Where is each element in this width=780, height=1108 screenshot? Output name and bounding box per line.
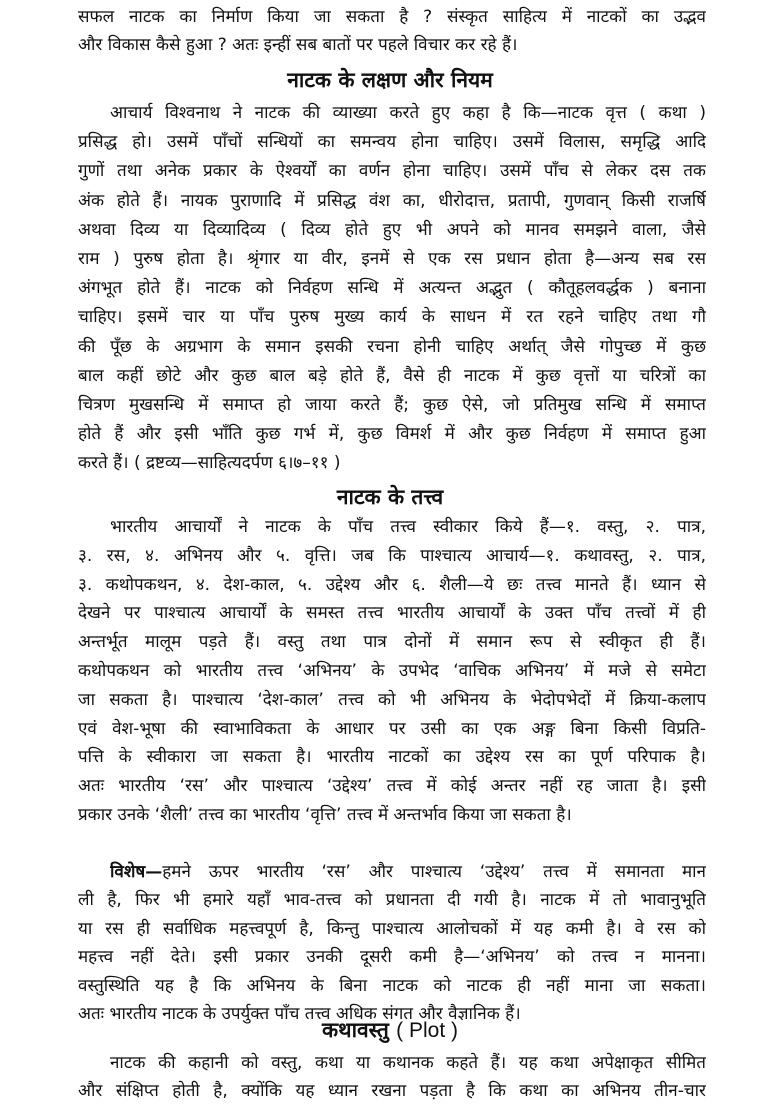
line-text: हमने ऊपर भारतीय ‘रस’ और पाश्चात्य ‘उद्देश्य’ तत्त्व में समानता मान xyxy=(162,862,706,882)
paragraph-lakshan-line: चाहिए। इसमें चार या पाँच पुरुष मुख्य कार्य के साधन में रत रहने चाहिए तथा गौ xyxy=(78,307,706,328)
paragraph-lakshan-line: बाल कहीं छोटे और कुछ बाल बड़े होते हैं, वैसे ही नाटक में कुछ वृत्तों या चरित्रों का xyxy=(78,365,706,386)
paragraph-tattva-line: पत्ति के स्वीकारा जा सकता है। भारतीय नाटकों का उद्देश्य रस का पूर्ण परिपाक है। xyxy=(78,747,706,768)
paragraph-lakshan-line: करते हैं। ( द्रष्टव्य—साहित्यदर्पण ६।७–११ ) xyxy=(78,453,341,474)
paragraph-lakshan-line: राम ) पुरुष होता है। श्रृंगार या वीर, इनमें से एक रस प्रधान होता है—अन्य सब रस xyxy=(78,249,706,269)
paragraph-lakshan-line: की पूँछ के अग्रभाग के समान इसकी रचना होनी चाहिए अर्थात् जैसे गोपुच्छ में कुछ xyxy=(78,336,706,357)
paragraph-lakshan-line: अंक होते हैं। नायक पुराणादि में प्रसिद्ध वंश का, धीरोदात्त, प्रतापी, गुणवान् किसी राजर्षि xyxy=(78,190,706,211)
paragraph-intro-line: और विकास कैसे हुआ ? अतः इन्हीं सब बातों पर पहले विचार कर रहे हैं। xyxy=(78,34,518,55)
paragraph-vishesh-line: महत्त्व नहीं देते। इसी प्रकार उनकी दूसरी कमी है—‘अभिनय’ को तत्त्व न मानना। xyxy=(78,947,706,968)
paragraph-lakshan-line: चित्रण मुखसन्धि में समाप्त हो जाया करते हैं; कुछ ऐसे, जो प्रतिमुख सन्धि में समाप्त xyxy=(78,395,706,415)
paragraph-tattva-line: कथोपकथन को भारतीय तत्त्व ‘अभिनय’ के उपभेद ‘वाचिक अभिनय’ में मजे से समेटा xyxy=(78,661,706,681)
paragraph-tattva-line: भारतीय आचार्यों ने नाटक के पाँच तत्त्व स्वीकार किये हैं—१. वस्तु, २. पात्र, xyxy=(110,517,706,537)
heading-main: कथावस्तु xyxy=(322,1018,389,1042)
paragraph-tattva-line: अतः भारतीय ‘रस’ और पाश्चात्य ‘उद्देश्य’ तत्त्व में कोई अन्तर नहीं रह जाता है। इसी xyxy=(78,776,706,797)
paragraph-tattva-line: अन्तर्भूत मालूम पड़ते हैं। वस्तु तथा पात्र दोनों में समान रूप से स्वीकृत ही हैं। xyxy=(78,632,706,653)
paragraph-vishesh-line: वस्तुस्थिति यह है कि अभिनय के बिना नाटक को नाटक ही नहीं माना जा सकता। xyxy=(78,975,706,996)
paragraph-tattva-line: देखने पर पाश्चात्य आचार्यों के समस्त तत्त्व भारतीय आचार्यों के उक्त पाँच तत्त्वों में ही xyxy=(78,603,706,624)
heading-latin: ( Plot ) xyxy=(396,1019,458,1042)
section-heading-natak-lakshan: नाटक के लक्षण और नियम xyxy=(287,68,493,92)
paragraph-tattva-line: एवं वेश-भूषा की स्वाभाविकता के आधार पर उसी का एक अङ्ग बिना किसी विप्रति- xyxy=(78,718,706,739)
paragraph-tattva-line: प्रकार उनके ‘शैली’ तत्त्व का भारतीय ‘वृत्ति’ तत्त्व में अन्तर्भाव किया जा सकता है। xyxy=(78,805,572,825)
paragraph-vishesh-line xyxy=(110,860,706,884)
paragraph-vishesh-line: ली है, फिर भी हमारे यहाँ भाव-तत्त्व को प्रधानता दी गयी है। नाटक में तो भावानुभूति xyxy=(78,890,706,911)
paragraph-lakshan-line: अथवा दिव्य या दिव्यादिव्य ( दिव्य होते हुए भी अपने को मानव समझने वाला, जैसे xyxy=(78,219,706,240)
paragraph-vishesh-line: अतः भारतीय नाटक के उपर्युक्त पाँच तत्त्व अधिक संगत और वैज्ञानिक हैं। xyxy=(78,1004,521,1024)
paragraph-lakshan-line: अंगभूत होते हैं। नाटक को निर्वहण सन्धि में अत्यन्त अद्भुत ( कौतूहलवर्द्धक ) बनाना xyxy=(78,278,706,299)
paragraph-lakshan-line: आचार्य विश्वनाथ ने नाटक की व्याख्या करते हुए कहा है कि—नाटक वृत्त ( कथा ) xyxy=(110,103,706,123)
paragraph-lakshan-line: होते हैं और इसी भाँति कुछ गर्भ में, कुछ विमर्श में और कुछ निर्वहण में समाप्त हुआ xyxy=(78,424,706,445)
paragraph-lakshan-line: गुणों तथा अनेक प्रकार के ऐश्वर्यों का वर्णन होना चाहिए। उसमें पाँच से लेकर दस तक xyxy=(78,161,706,182)
paragraph-tattva-line: ३. कथोपकथन, ४. देश-काल, ५. उद्देश्य और ६. शैली—ये छः तत्त्व मानते हैं। ध्यान से xyxy=(78,574,706,595)
paragraph-tattva-line: जा सकता है। पाश्चात्य ‘देश-काल’ तत्त्व को भी अभिनय के भेदोपभेदों में क्रिया-कलाप xyxy=(78,689,706,710)
paragraph-plot-line: नाटक की कहानी को वस्तु, कथा या कथानक कहते हैं। यह कथा अपेक्षाकृत सीमित xyxy=(110,1053,706,1073)
section-heading-natak-tattva: नाटक के तत्त्व xyxy=(336,485,444,509)
paragraph-intro-line: सफल नाटक का निर्माण किया जा सकता है ? संस्कृत साहित्य में नाटकों का उद्भव xyxy=(78,7,706,27)
paragraph-lakshan-line: प्रसिद्ध हो। उसमें पाँचों सन्धियों का समन्वय होना चाहिए। उसमें विलास, समृद्धि आदि xyxy=(78,132,706,153)
paragraph-vishesh-line: या रस ही सर्वाधिक महत्त्वपूर्ण है, किन्तु पाश्चात्य आलोचकों में यह कमी है। वे रस को xyxy=(78,918,706,939)
vishesh-label: विशेष— xyxy=(110,862,163,882)
paragraph-plot-line: और संक्षिप्त होती है, क्योंकि यह ध्यान रखना पड़ता है कि कथा का अभिनय तीन-चार xyxy=(78,1080,706,1101)
paragraph-tattva-line: ३. रस, ४. अभिनय और ५. वृत्ति। जब कि पाश्चात्य आचार्य—१. कथावस्तु, २. पात्र, xyxy=(78,545,706,566)
